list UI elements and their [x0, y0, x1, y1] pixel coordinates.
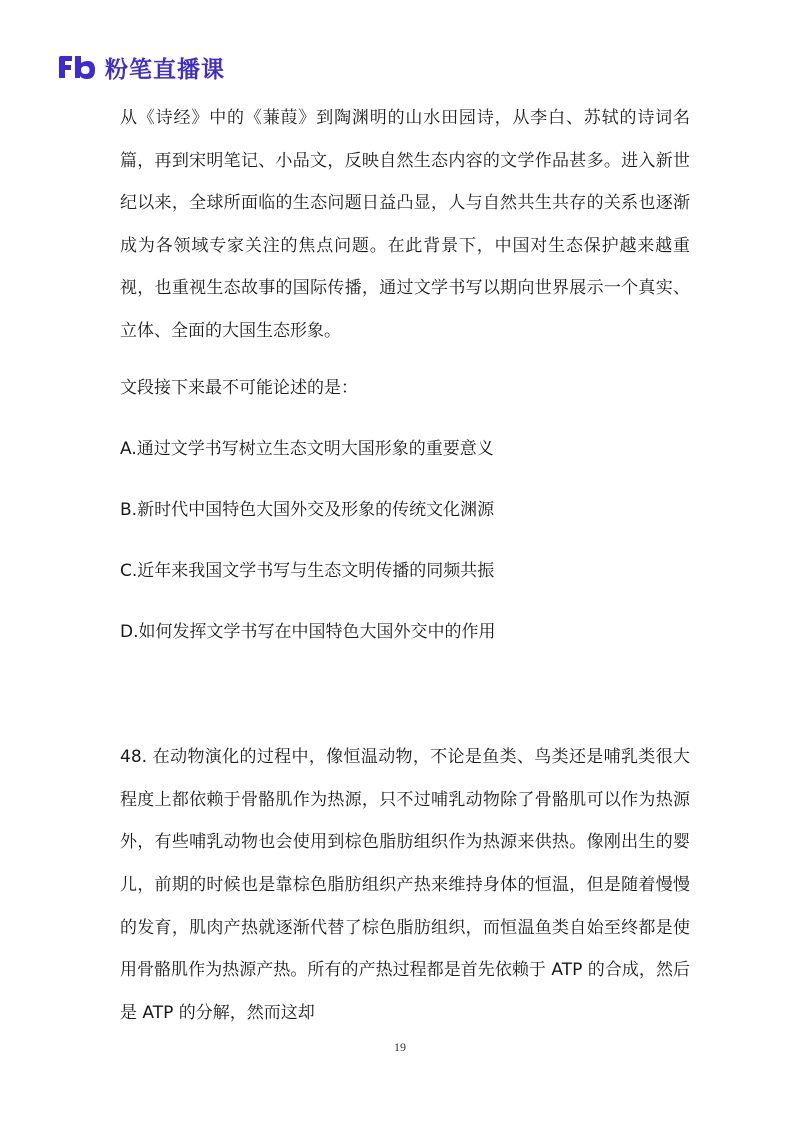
question-stem: 文段接下来最不可能论述的是： [120, 377, 358, 398]
passage-text: 从《诗经》中的《蒹葭》到陶渊明的山水田园诗，从李白、苏轼的诗词名篇，再到宋明笔记、小品文，反映自然生态内容的文学作品甚多。进入新世纪以来，全球所面临的生态问题日益凸显，人与自然共生共存的关系也逐渐成为各领域专家关注的焦点问题。在此背景下，中国对生态保护越来越重视，也重视生态故事的国际传播，通过文学书写以期向世界展示一个真实、立体、全面的大国生态形象。 [120, 108, 690, 341]
page-number: 19 [394, 1040, 406, 1054]
brand-title: 粉笔直播课 [105, 56, 225, 83]
option-d: D.如何发挥文学书写在中国特色大国外交中的作用 [120, 622, 496, 643]
next-question-text: 48. 在动物演化的过程中，像恒温动物，不论是鱼类、鸟类还是哺乳类很大程度上都依赖于骨骼肌作为热源，只不过哺乳动物除了骨骼肌可以作为热源外，有些哺乳动物也会使用到棕色脂肪组织作为热源来供热。像刚出生的婴儿，前期的时候也是靠棕色脂肪组织产热来维持身体的恒温，但是随着慢慢的发育，肌肉产热就逐渐代替了棕色脂肪组织，而恒温鱼类自始至终都是使用骨骼肌作为热源产热。所有的产热过程都是首先依赖于 ATP 的合成，然后是 ATP 的分解，然而这却 [120, 747, 690, 1023]
page-header [57, 50, 225, 84]
document-body [120, 97, 690, 1034]
option-a: A.通过文学书写树立生态文明大国形象的重要意义 [120, 439, 494, 460]
option-b: B.新时代中国特色大国外交及形象的传统文化渊源 [120, 500, 495, 521]
option-c: C.近年来我国文学书写与生态文明传播的同频共振 [120, 561, 495, 582]
fenbi-logo-icon [57, 54, 97, 80]
